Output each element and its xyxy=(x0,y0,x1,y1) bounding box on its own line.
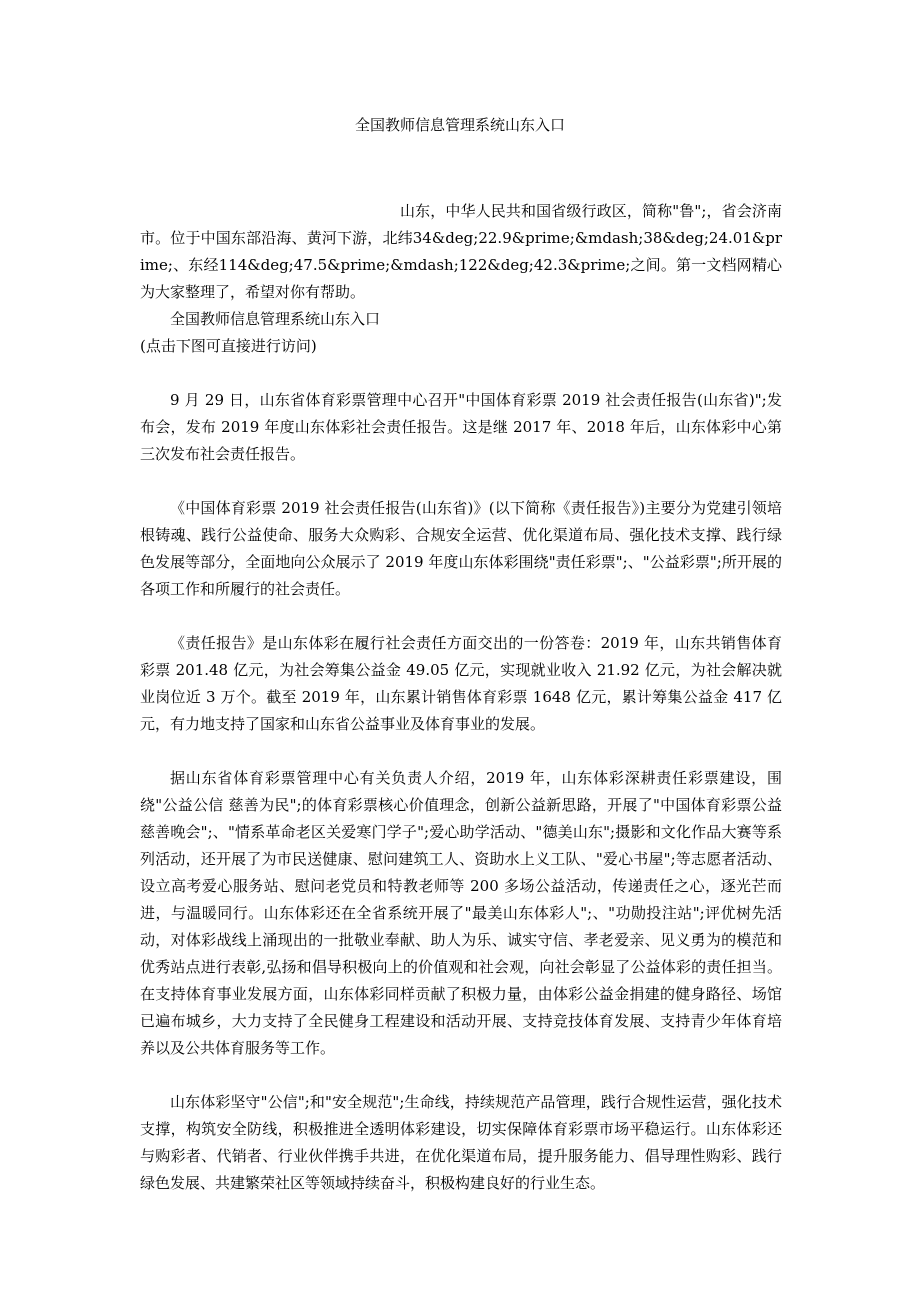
paragraph-compliance: 山东体彩坚守"公信";和"安全规范";生命线，持续规范产品管理，践行合规性运营，强化技术支撑，构筑安全防线，积极推进全透明体彩建设，切实保障体育彩票市场平稳运行。山东体彩还与购彩者、代销者、行业伙伴携手共进，在优化渠道布局，提升服务能力、倡导理性购彩、践行绿色发展、共建繁荣社区等领域持续奋斗，积极构建良好的行业生态。 xyxy=(140,1093,782,1192)
intro-paragraph: 山东，中华人民共和国省级行政区，简称"鲁";，省会济南市。位于中国东部沿海、黄河下游，北纬34&deg;22.9&prime;&mdash;38&deg;24.01&prime;、东经114&deg;47.5&prime;&mdash;122&deg;42.3&prime;之间。第一文档网精心为大家整理了，希望对你有帮助。 xyxy=(140,202,782,301)
document-body xyxy=(140,198,782,1197)
document-title: 全国教师信息管理系统山东入口 xyxy=(354,116,565,134)
paragraph-public-welfare: 据山东省体育彩票管理中心有关负责人介绍，2019 年，山东体彩深耕责任彩票建设，围绕"公益公信 慈善为民";的体育彩票核心价值理念，创新公益新思路，开展了"中国体育彩票公益慈善晚会";、"情系革命老区关爱寒门学子";爱心助学活动、"德美山东";摄影和文化作品大赛等系列活动，还开展了为市民送健康、慰问建筑工人、资助水上义工队、"爱心书屋";等志愿者活动、设立高考爱心服务站、慰问老党员和特教老师等 200 多场公益活动，传递责任之心，逐光芒而进，与温暖同行。山东体彩还在全省系统开展了"最美山东体彩人";、"功勋投注站";评优树先活动，对体彩战线上涌现出的一批敬业奉献、助人为乐、诚实守信、孝老爱亲、见义勇为的模范和优秀站点进行表彰,弘扬和倡导积极向上的价值观和社会观，向社会彰显了公益体彩的责任担当。在支持体育事业发展方面，山东体彩同样贡献了积极力量，由体彩公益金捐建的健身路径、场馆已遍布城乡，大力支持了全民健身工程建设和活动开展、支持竞技体育发展、支持青少年体育培养以及公共体育服务等工作。 xyxy=(140,769,782,1057)
paragraph-sales-figures: 《责任报告》是山东体彩在履行社会责任方面交出的一份答卷：2019 年，山东共销售体育彩票 201.48 亿元，为社会筹集公益金 49.05 亿元，实现就业收入 21.92 亿元，为社会解决就业岗位近 3 万个。截至 2019 年，山东累计销售体育彩票 1648 亿元，累计筹集公益金 417 亿元，有力地支持了国家和山东省公益事业及体育事业的发展。 xyxy=(140,634,782,733)
paragraph-press-conference: 9 月 29 日，山东省体育彩票管理中心召开"中国体育彩票 2019 社会责任报告(山东省)";发布会，发布 2019 年度山东体彩社会责任报告。这是继 2017 年、2018 年后，山东体彩中心第三次发布社会责任报告。 xyxy=(140,391,782,463)
access-note: (点击下图可直接进行访问) xyxy=(140,337,317,355)
section-subheading: 全国教师信息管理系统山东入口 xyxy=(170,310,381,328)
paragraph-report-contents: 《中国体育彩票 2019 社会责任报告(山东省)》(以下简称《责任报告》)主要分为党建引领培根铸魂、践行公益使命、服务大众购彩、合规安全运营、优化渠道布局、强化技术支撑、践行绿色发展等部分，全面地向公众展示了 2019 年度山东体彩围绕"责任彩票";、"公益彩票";所开展的各项工作和所履行的社会责任。 xyxy=(140,499,782,598)
